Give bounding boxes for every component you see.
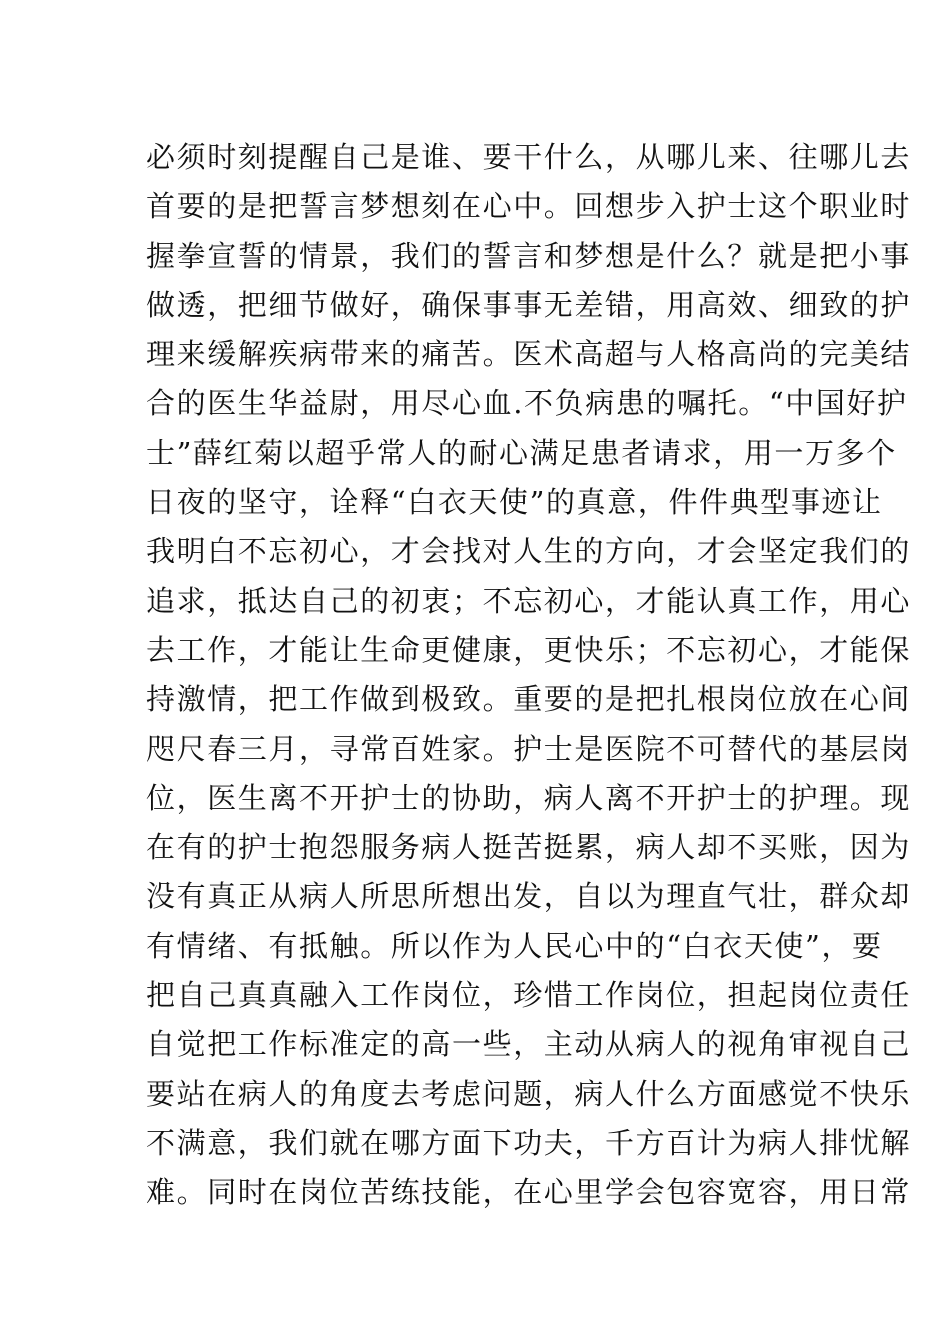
text-line: 把自己真真融入工作岗位，珍惜工作岗位，担起岗位责任 — [146, 978, 912, 1013]
text-line: 首要的是把誓言梦想刻在心中。回想步入护士这个职业时 — [146, 189, 912, 224]
text-line: 合的医生华益尉，用尽心血.不负病患的嘱托。“中国好护 — [146, 386, 908, 421]
text-line: 咫尺春三月，寻常百姓家。护士是医院不可替代的基层岗 — [146, 731, 912, 766]
text-line: 持激情，把工作做到极致。重要的是把扎根岗位放在心间 — [146, 682, 912, 717]
text-line: 理来缓解疾病带来的痛苦。医术高超与人格高尚的完美结 — [146, 337, 912, 372]
text-line: 追求，抵达自己的初衷；不忘初心，才能认真工作，用心 — [146, 583, 912, 618]
text-line: 日夜的坚守，诠释“白衣天使”的真意，件件典型事迹让 — [146, 485, 883, 520]
text-line: 要站在病人的角度去考虑问题，病人什么方面感觉不快乐 — [146, 1076, 912, 1111]
text-line: 有情绪、有抵触。所以作为人民心中的“白衣天使”，要 — [146, 928, 883, 963]
text-line: 在有的护士抱怨服务病人挺苦挺累，病人却不买账，因为 — [146, 830, 912, 865]
text-line: 士”薛红菊以超乎常人的耐心满足患者请求，用一万多个 — [146, 435, 897, 470]
text-line: 难。同时在岗位苦练技能，在心里学会包容宽容，用日常 — [146, 1175, 912, 1210]
text-line: 位，医生离不开护士的协助，病人离不开护士的护理。现 — [146, 780, 912, 815]
text-line: 不满意，我们就在哪方面下功夫，千方百计为病人排忧解 — [146, 1125, 912, 1160]
text-line: 自觉把工作标准定的高一些，主动从病人的视角审视自己 — [146, 1027, 912, 1062]
text-line: 没有真正从病人所思所想出发，自以为理直气壮，群众却 — [146, 879, 912, 914]
text-line: 做透，把细节做好，确保事事无差错，用高效、细致的护 — [146, 287, 912, 322]
text-line: 去工作，才能让生命更健康，更快乐；不忘初心，才能保 — [146, 632, 912, 667]
text-line: 握拳宣誓的情景，我们的誓言和梦想是什么？就是把小事 — [146, 238, 912, 273]
text-line: 我明白不忘初心，才会找对人生的方向，才会坚定我们的 — [146, 534, 912, 569]
text-line: 必须时刻提醒自己是谁、要干什么，从哪儿来、往哪儿去 — [146, 140, 912, 174]
body-text — [146, 133, 912, 1218]
